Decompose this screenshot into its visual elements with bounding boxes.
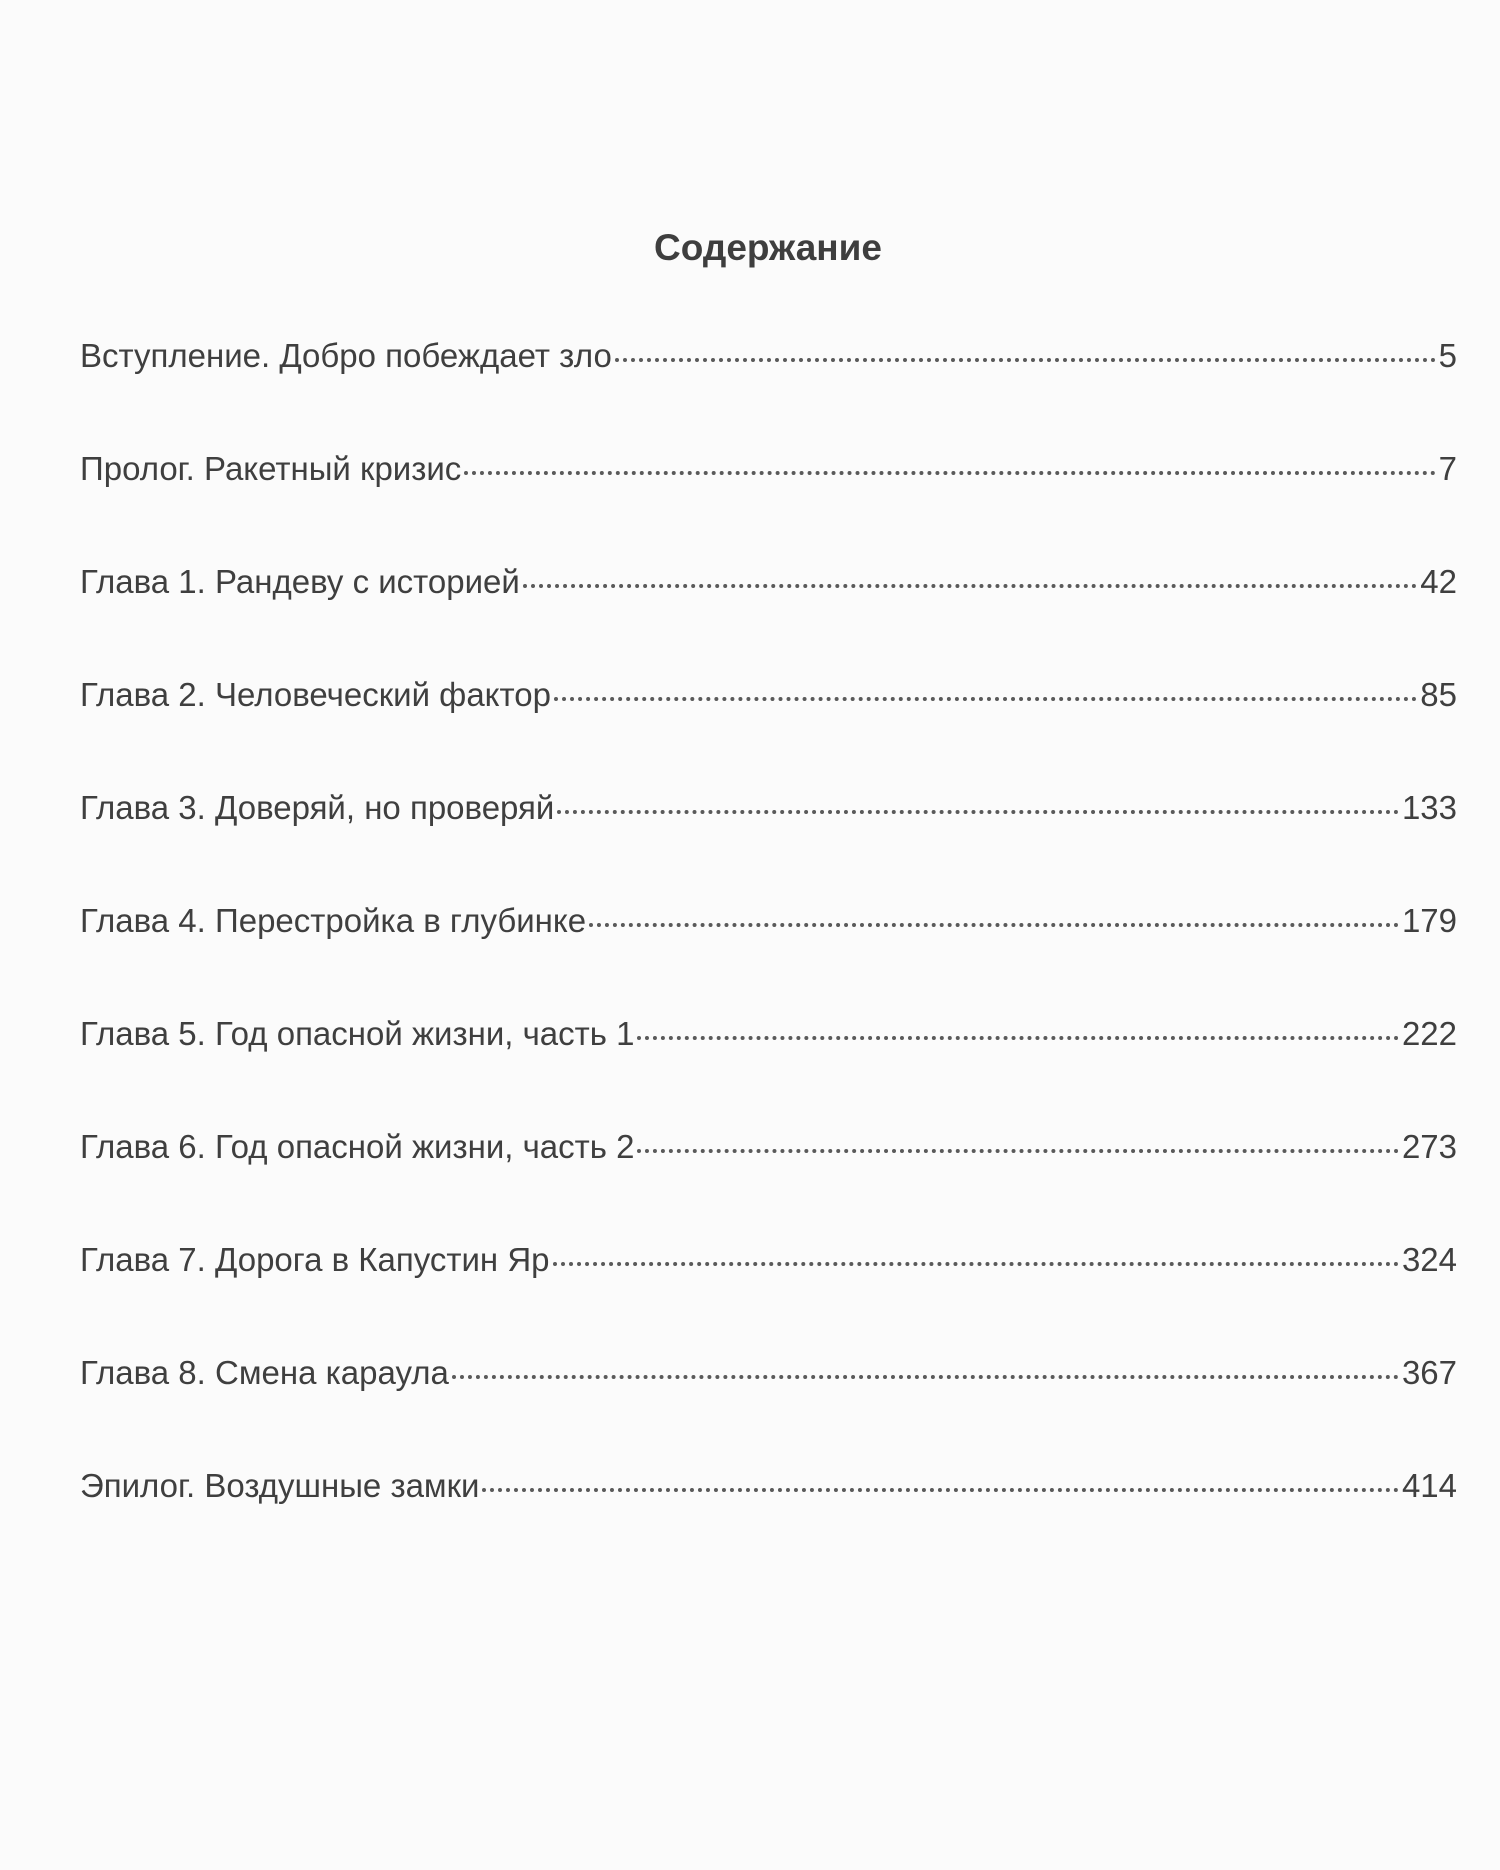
toc-entry-chapter-1 — [80, 552, 1457, 665]
dot-leader — [452, 1375, 1399, 1379]
toc-entry-chapter-3 — [80, 778, 1457, 891]
toc-entry-chapter-5 — [80, 1004, 1457, 1117]
toc-entry-label: Глава 2. Человеческий фактор — [80, 676, 551, 713]
toc-entry-label: Глава 5. Год опасной жизни, часть 1 — [80, 1015, 635, 1052]
toc-entry-label: Глава 1. Рандеву с историей — [80, 563, 520, 600]
toc-entry-label: Глава 3. Доверяй, но проверяй — [80, 789, 555, 826]
toc-entry-label: Глава 4. Перестройка в глубинке — [80, 902, 587, 939]
dot-leader — [637, 1149, 1398, 1153]
toc-entry-page-number: 414 — [1401, 1467, 1457, 1504]
dot-leader — [553, 1262, 1399, 1266]
toc-entry-label: Глава 8. Смена караула — [80, 1354, 449, 1391]
toc-entry-page-number: 42 — [1420, 563, 1457, 600]
toc-entry-prologue — [80, 439, 1457, 552]
dot-leader — [464, 471, 1435, 475]
toc-entry-chapter-2 — [80, 665, 1457, 778]
toc-entry-page-number: 85 — [1420, 676, 1457, 713]
toc-entry-introduction — [80, 326, 1457, 439]
toc-entry-label: Глава 6. Год опасной жизни, часть 2 — [80, 1128, 635, 1165]
toc-entry-label: Эпилог. Воздушные замки — [80, 1467, 480, 1504]
toc-entry-page-number: 324 — [1401, 1241, 1457, 1278]
toc-entry-chapter-6 — [80, 1117, 1457, 1230]
dot-leader — [637, 1036, 1398, 1040]
toc-entry-page-number: 133 — [1401, 789, 1457, 826]
dot-leader — [557, 810, 1399, 814]
toc-entry-chapter-4 — [80, 891, 1457, 1004]
table-of-contents — [80, 326, 1457, 1569]
toc-entry-chapter-7 — [80, 1230, 1457, 1343]
toc-entry-label: Глава 7. Дорога в Капустин Яр — [80, 1241, 550, 1278]
page-title: Содержание — [654, 226, 882, 268]
toc-entry-page-number: 273 — [1401, 1128, 1457, 1165]
dot-leader — [554, 697, 1417, 701]
toc-entry-page-number: 367 — [1401, 1354, 1457, 1391]
dot-leader — [615, 358, 1436, 362]
toc-entry-page-number: 179 — [1401, 902, 1457, 939]
toc-entry-page-number: 222 — [1401, 1015, 1457, 1052]
toc-entry-page-number: 7 — [1438, 450, 1457, 487]
toc-entry-page-number: 5 — [1438, 337, 1457, 374]
toc-entry-label: Пролог. Ракетный кризис — [80, 450, 462, 487]
toc-entry-label: Вступление. Добро побеждает зло — [80, 337, 612, 374]
toc-entry-chapter-8 — [80, 1343, 1457, 1456]
dot-leader — [523, 584, 1417, 588]
dot-leader — [482, 1488, 1398, 1492]
dot-leader — [589, 923, 1399, 927]
toc-entry-epilogue — [80, 1456, 1457, 1569]
